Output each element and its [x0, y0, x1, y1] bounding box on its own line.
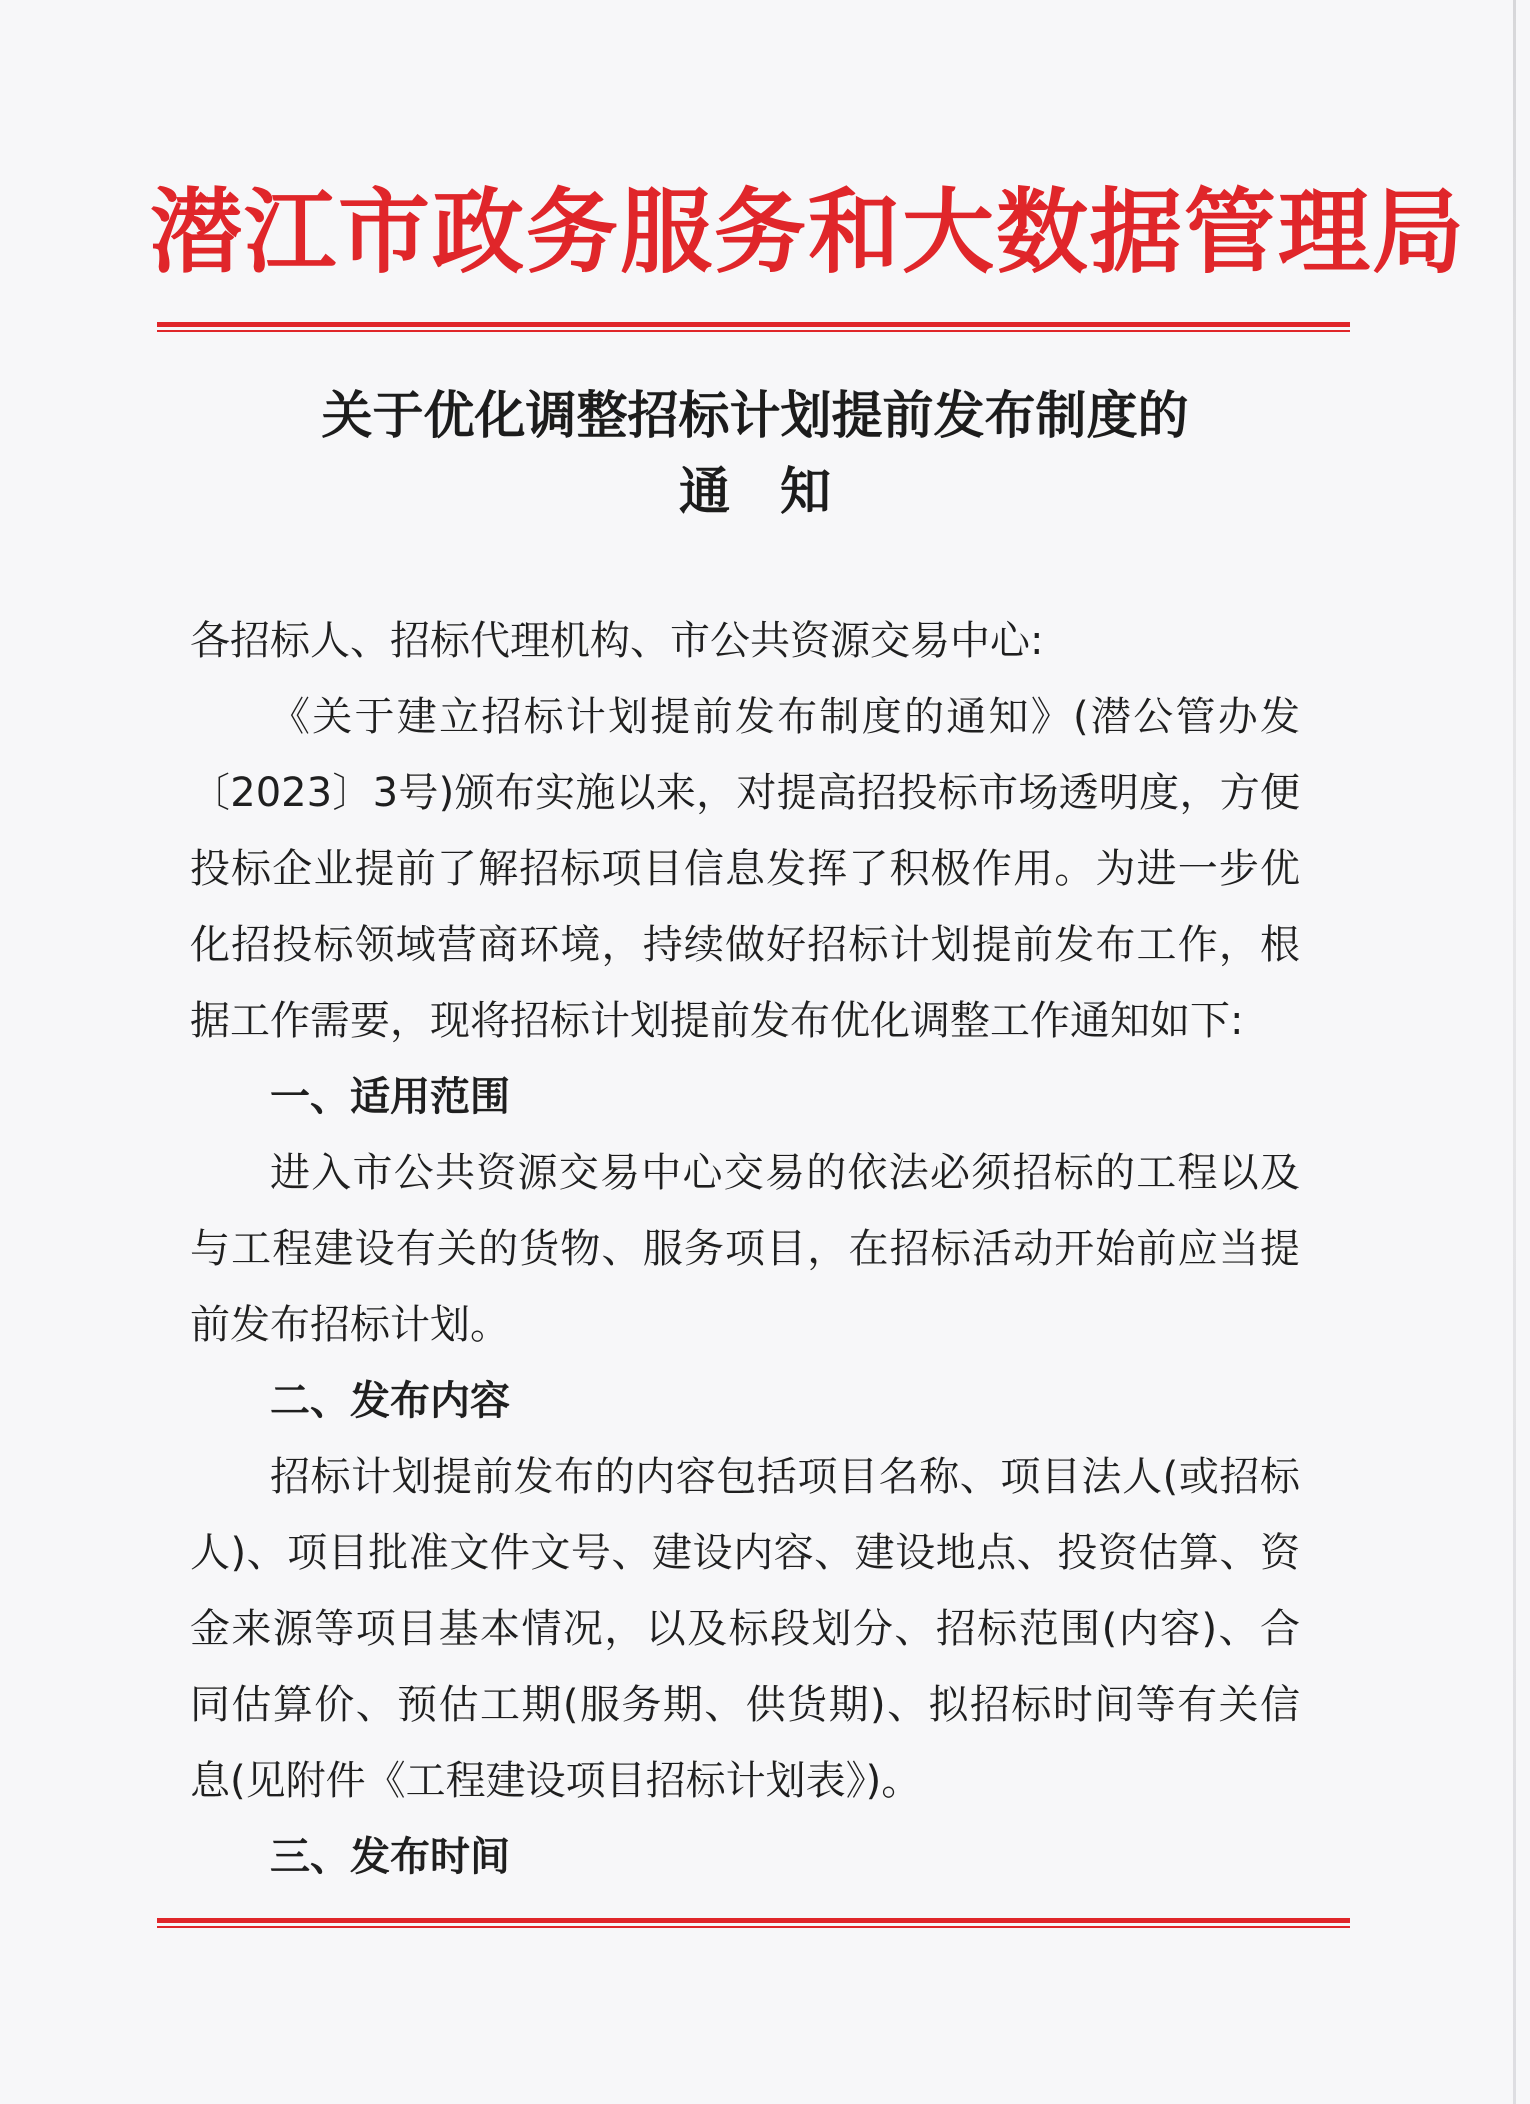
document-title-line1: 关于优化调整招标计划提前发布制度的 [321, 386, 1189, 446]
scan-edge [1513, 0, 1516, 2104]
section-paragraph: 招标计划提前发布的内容包括项目名称、项目法人(或招标人)、项目批准文件文号、建设内容、建设地点、投资估算、资金来源等项目基本情况，以及标段划分、招标范围(内容)、合同估算价、预估工期(服务期、供货期)、拟招标时间等有关信息(见附件《工程建设项目招标计划表》)。 [190, 1454, 1300, 1804]
section-heading: 三、发布时间 [270, 1834, 510, 1880]
footer-red-rule-thin [157, 1926, 1350, 1928]
header-red-rule-thin [157, 330, 1350, 332]
agency-header: 潜江市政务服务和大数据管理局 [150, 178, 1467, 286]
footer-red-rule-thick [157, 1918, 1350, 1923]
section-paragraph: 进入市公共资源交易中心交易的依法必须招标的工程以及与工程建设有关的货物、服务项目，在招标活动开始前应当提前发布招标计划。 [190, 1150, 1300, 1348]
document-body [190, 603, 1300, 1895]
salutation: 各招标人、招标代理机构、市公共资源交易中心: [190, 618, 1044, 664]
section-heading: 二、发布内容 [270, 1378, 510, 1424]
document-title-line2: 通知 [678, 462, 881, 522]
section-heading: 一、适用范围 [270, 1074, 510, 1120]
footer-red-rule [157, 1918, 1350, 1928]
document-title [190, 378, 1320, 530]
header-red-rule-thick [157, 322, 1350, 327]
intro-paragraph: 《关于建立招标计划提前发布制度的通知》(潜公管办发〔2023〕3号)颁布实施以来，对提高招投标市场透明度，方便投标企业提前了解招标项目信息发挥了积极作用。为进一步优化招投标领域营商环境，持续做好招标计划提前发布工作，根据工作需要，现将招标计划提前发布优化调整工作通知如下: [190, 694, 1300, 1044]
header-red-rule [157, 322, 1350, 332]
